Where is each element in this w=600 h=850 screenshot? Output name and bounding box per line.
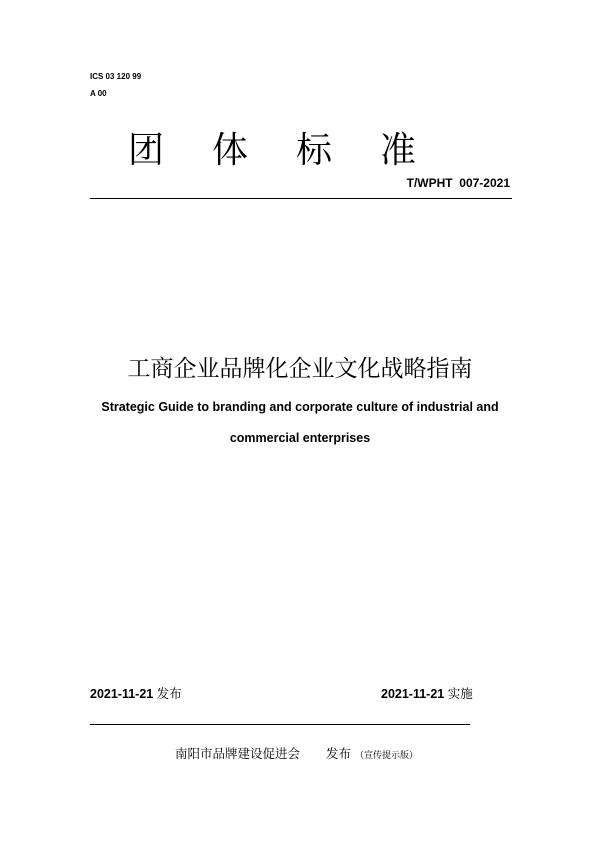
implement-date-value: 2021-11-21 [381, 687, 445, 701]
doc-type-char: 准 [380, 130, 417, 171]
doc-type-char: 标 [296, 130, 333, 171]
header-divider [90, 198, 512, 199]
release-label: 发布 [156, 686, 182, 701]
release-date-value: 2021-11-21 [90, 687, 154, 701]
doc-type-char: 团 [128, 130, 165, 171]
publisher [175, 744, 418, 762]
document-type [128, 122, 416, 173]
standard-code: T/WPHT 007-2021 [406, 176, 510, 190]
footer-divider [90, 724, 470, 725]
publisher-name: 南阳市品牌建设促进会 [175, 746, 301, 761]
ccs-code: A 00 [90, 89, 107, 98]
publisher-label: 发布 [325, 746, 351, 761]
doc-type-char: 体 [212, 130, 249, 171]
title-chinese: 工商企业品牌化企业文化战略指南 [127, 356, 473, 382]
implement-date [381, 684, 473, 702]
publisher-note: （宣传提示版） [354, 751, 418, 761]
title-english-line2: commercial enterprises [229, 431, 371, 445]
implement-label: 实施 [447, 686, 473, 701]
ics-code: ICS 03 120 99 [90, 72, 142, 81]
release-date [90, 684, 182, 702]
title-english-line1: Strategic Guide to branding and corporate culture of industrial and [101, 400, 499, 414]
